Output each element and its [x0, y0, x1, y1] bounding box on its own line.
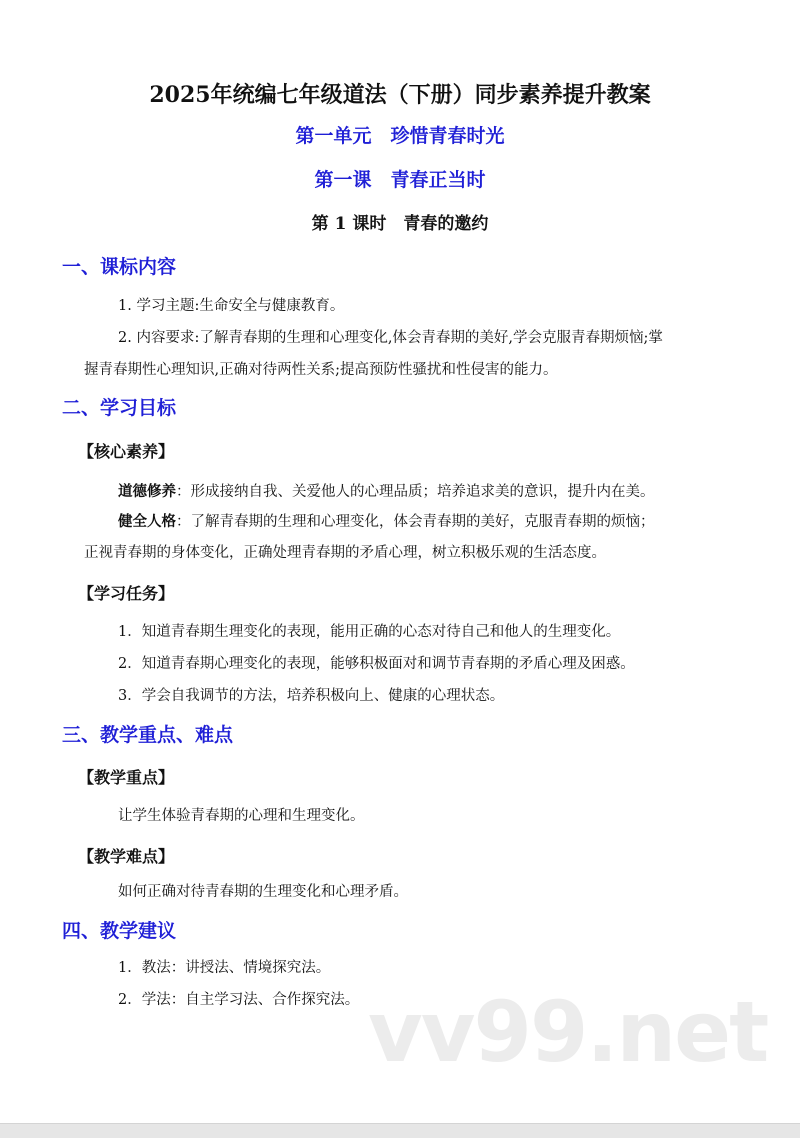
- unit-title: 第一单元 珍惜青春时光: [295, 125, 505, 147]
- lesson-title: 第一课 青春正当时: [314, 169, 486, 191]
- page-bottom-edge: [0, 1123, 800, 1138]
- document-title: 2025年统编七年级道法（下册）同步素养提升教案: [149, 82, 651, 108]
- paragraph: 1. 学习主题:生命安全与健康教育。: [118, 298, 345, 314]
- list-item: 2．学法：自主学习法、合作探究法。: [118, 992, 360, 1008]
- paragraph: 2. 内容要求:了解青春期的生理和心理变化,体会青春期的美好,学会克服青春期烦恼;掌: [118, 330, 663, 346]
- term: 健全人格: [118, 513, 176, 530]
- paragraph: 如何正确对待青春期的生理变化和心理矛盾。: [118, 884, 408, 900]
- section-heading: 三、教学重点、难点: [62, 724, 234, 746]
- list-item: 1．教法：讲授法、情境探究法。: [118, 960, 331, 976]
- watermark: vv99.net: [368, 983, 768, 1081]
- paragraph: [118, 485, 655, 500]
- paragraph: 让学生体验青春期的心理和生理变化。: [118, 808, 365, 824]
- list-item: 1．知道青春期生理变化的表现，能用正确的心态对待自己和他人的生理变化。: [118, 624, 621, 640]
- section-heading: 四、教学建议: [62, 920, 177, 942]
- subheading: 【核心素养】: [78, 442, 175, 461]
- paragraph: [118, 515, 655, 530]
- section-heading: 二、学习目标: [62, 397, 177, 419]
- period-title: 第 1 课时 青春的邀约: [311, 214, 489, 234]
- subheading: 【学习任务】: [78, 584, 175, 603]
- term: 道德修养: [118, 483, 176, 500]
- subheading: 【教学重点】: [78, 768, 175, 787]
- subheading: 【教学难点】: [78, 847, 175, 866]
- list-item: 2．知道青春期心理变化的表现，能够积极面对和调节青春期的矛盾心理及困惑。: [118, 656, 635, 672]
- list-item: 3．学会自我调节的方法，培养积极向上、健康的心理状态。: [118, 688, 505, 704]
- paragraph: 握青春期性心理知识,正确对待两性关系;提高预防性骚扰和性侵害的能力。: [84, 362, 558, 378]
- paragraph: 正视青春期的身体变化，正确处理青春期的矛盾心理，树立积极乐观的生活态度。: [84, 545, 606, 561]
- text: ：了解青春期的生理和心理变化，体会青春期的美好，克服青春期的烦恼；: [176, 514, 655, 530]
- text: ：形成接纳自我、关爱他人的心理品质；培养追求美的意识，提升内在美。: [176, 484, 655, 500]
- section-heading: 一、课标内容: [62, 256, 177, 278]
